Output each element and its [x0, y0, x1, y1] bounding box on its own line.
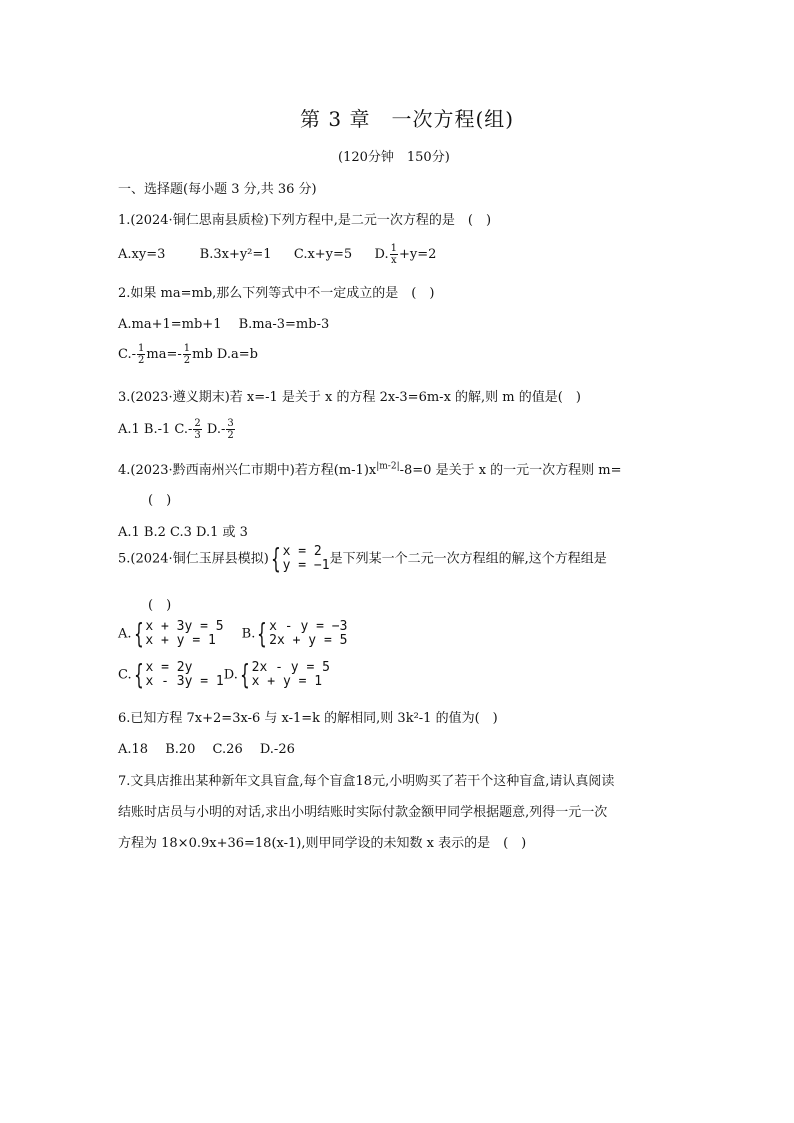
question-2-options-cd: C.- $\frac{1}{2}$ ma=- $\frac{1}{2}$ mb D.a=b: [118, 343, 258, 366]
fraction: $\frac{1}{x}$: [390, 243, 397, 266]
page-title: 第 3 章 一次方程(组): [300, 107, 515, 131]
equation-system: { x + 3y = 5 x + y = 1: [133, 617, 224, 650]
question-5-options-ab: A. { x + 3y = 5 x + y = 1 B. { x - y = −3 2x + y = 5: [118, 617, 348, 650]
question-4-options: A.1 B.2 C.3 D.1 或 3: [118, 525, 248, 540]
option-d: D. $\frac{1}{x}$ +y=2: [374, 243, 437, 266]
question-5-options-cd: C. { x = 2y x - 3y = 1 D. { 2x - y = 5 x + y = 1: [118, 658, 330, 691]
question-6-options: A.18 B.20 C.26 D.-26: [118, 742, 295, 757]
question-6-stem: 6.已知方程 7x+2=3x-6 与 x-1=k 的解相同,则 3k²-1 的值为( ): [118, 711, 498, 726]
question-1-stem: 1.(2024·铜仁思南县质检)下列方程中,是二元一次方程的是 ( ): [118, 213, 492, 228]
question-4-stem: 4.(2023·黔西南州兴仁市期中)若方程$(m-1)x^{|m-2|}-8=0$ 是关于 x 的一元一次方程则 m=: [118, 461, 622, 478]
option-b: B.3x+y²=1: [199, 247, 272, 262]
option-c: C.x+y=5: [293, 247, 353, 262]
question-1-options: [118, 243, 436, 266]
fraction: $\frac{1}{2}$: [183, 343, 191, 366]
question-7-line-3: 方程为 18×0.9x+36=18(x-1),则甲同学设的未知数 x 表示的是 ( ): [118, 836, 527, 851]
answer-paren: ( ): [148, 598, 172, 613]
question-7-line-1: 7.文具店推出某种新年文具盲盒,每个盲盒18元,小明购买了若干个这种盲盒,请认真阅读: [118, 774, 615, 789]
answer-paren: ( ): [148, 493, 172, 508]
question-5-stem: 5.(2024·铜仁玉屏县模拟) { x = 2 y = −1 是下列某一个二元一次方程组的解,这个方程组是: [118, 542, 607, 575]
question-2-options-ab: A.ma+1=mb+1 B.ma-3=mb-3: [118, 317, 330, 332]
question-3-options: A.1 B.-1 C.- $\frac{2}{3}$ D.- $\frac{3}{2}$: [118, 418, 234, 441]
question-2-stem: 2.如果 ma=mb,那么下列等式中不一定成立的是 ( ): [118, 286, 435, 301]
question-7-line-2: 结账时店员与小明的对话,求出小明结账时实际付款金额甲同学根据题意,列得一元一次: [118, 805, 608, 820]
page-subtitle: (120分钟 150分): [338, 150, 450, 165]
fraction: $\frac{3}{2}$: [227, 418, 234, 441]
equation-system: { 2x - y = 5 x + y = 1: [239, 658, 330, 691]
equation-system: { x = 2 y = −1: [270, 542, 330, 575]
fraction: $\frac{1}{2}$: [138, 343, 145, 366]
option-a: A.xy=3: [118, 247, 166, 262]
equation-system: { x = 2y x - 3y = 1: [133, 658, 224, 691]
section-heading: 一、选择题(每小题 3 分,共 36 分): [118, 182, 317, 197]
question-3-stem: 3.(2023·遵义期末)若 x=-1 是关于 x 的方程 2x-3=6m-x 的解,则 m 的值是( ): [118, 390, 581, 405]
equation-system: { x - y = −3 2x + y = 5: [257, 617, 348, 650]
fraction: $\frac{2}{3}$: [194, 418, 201, 441]
